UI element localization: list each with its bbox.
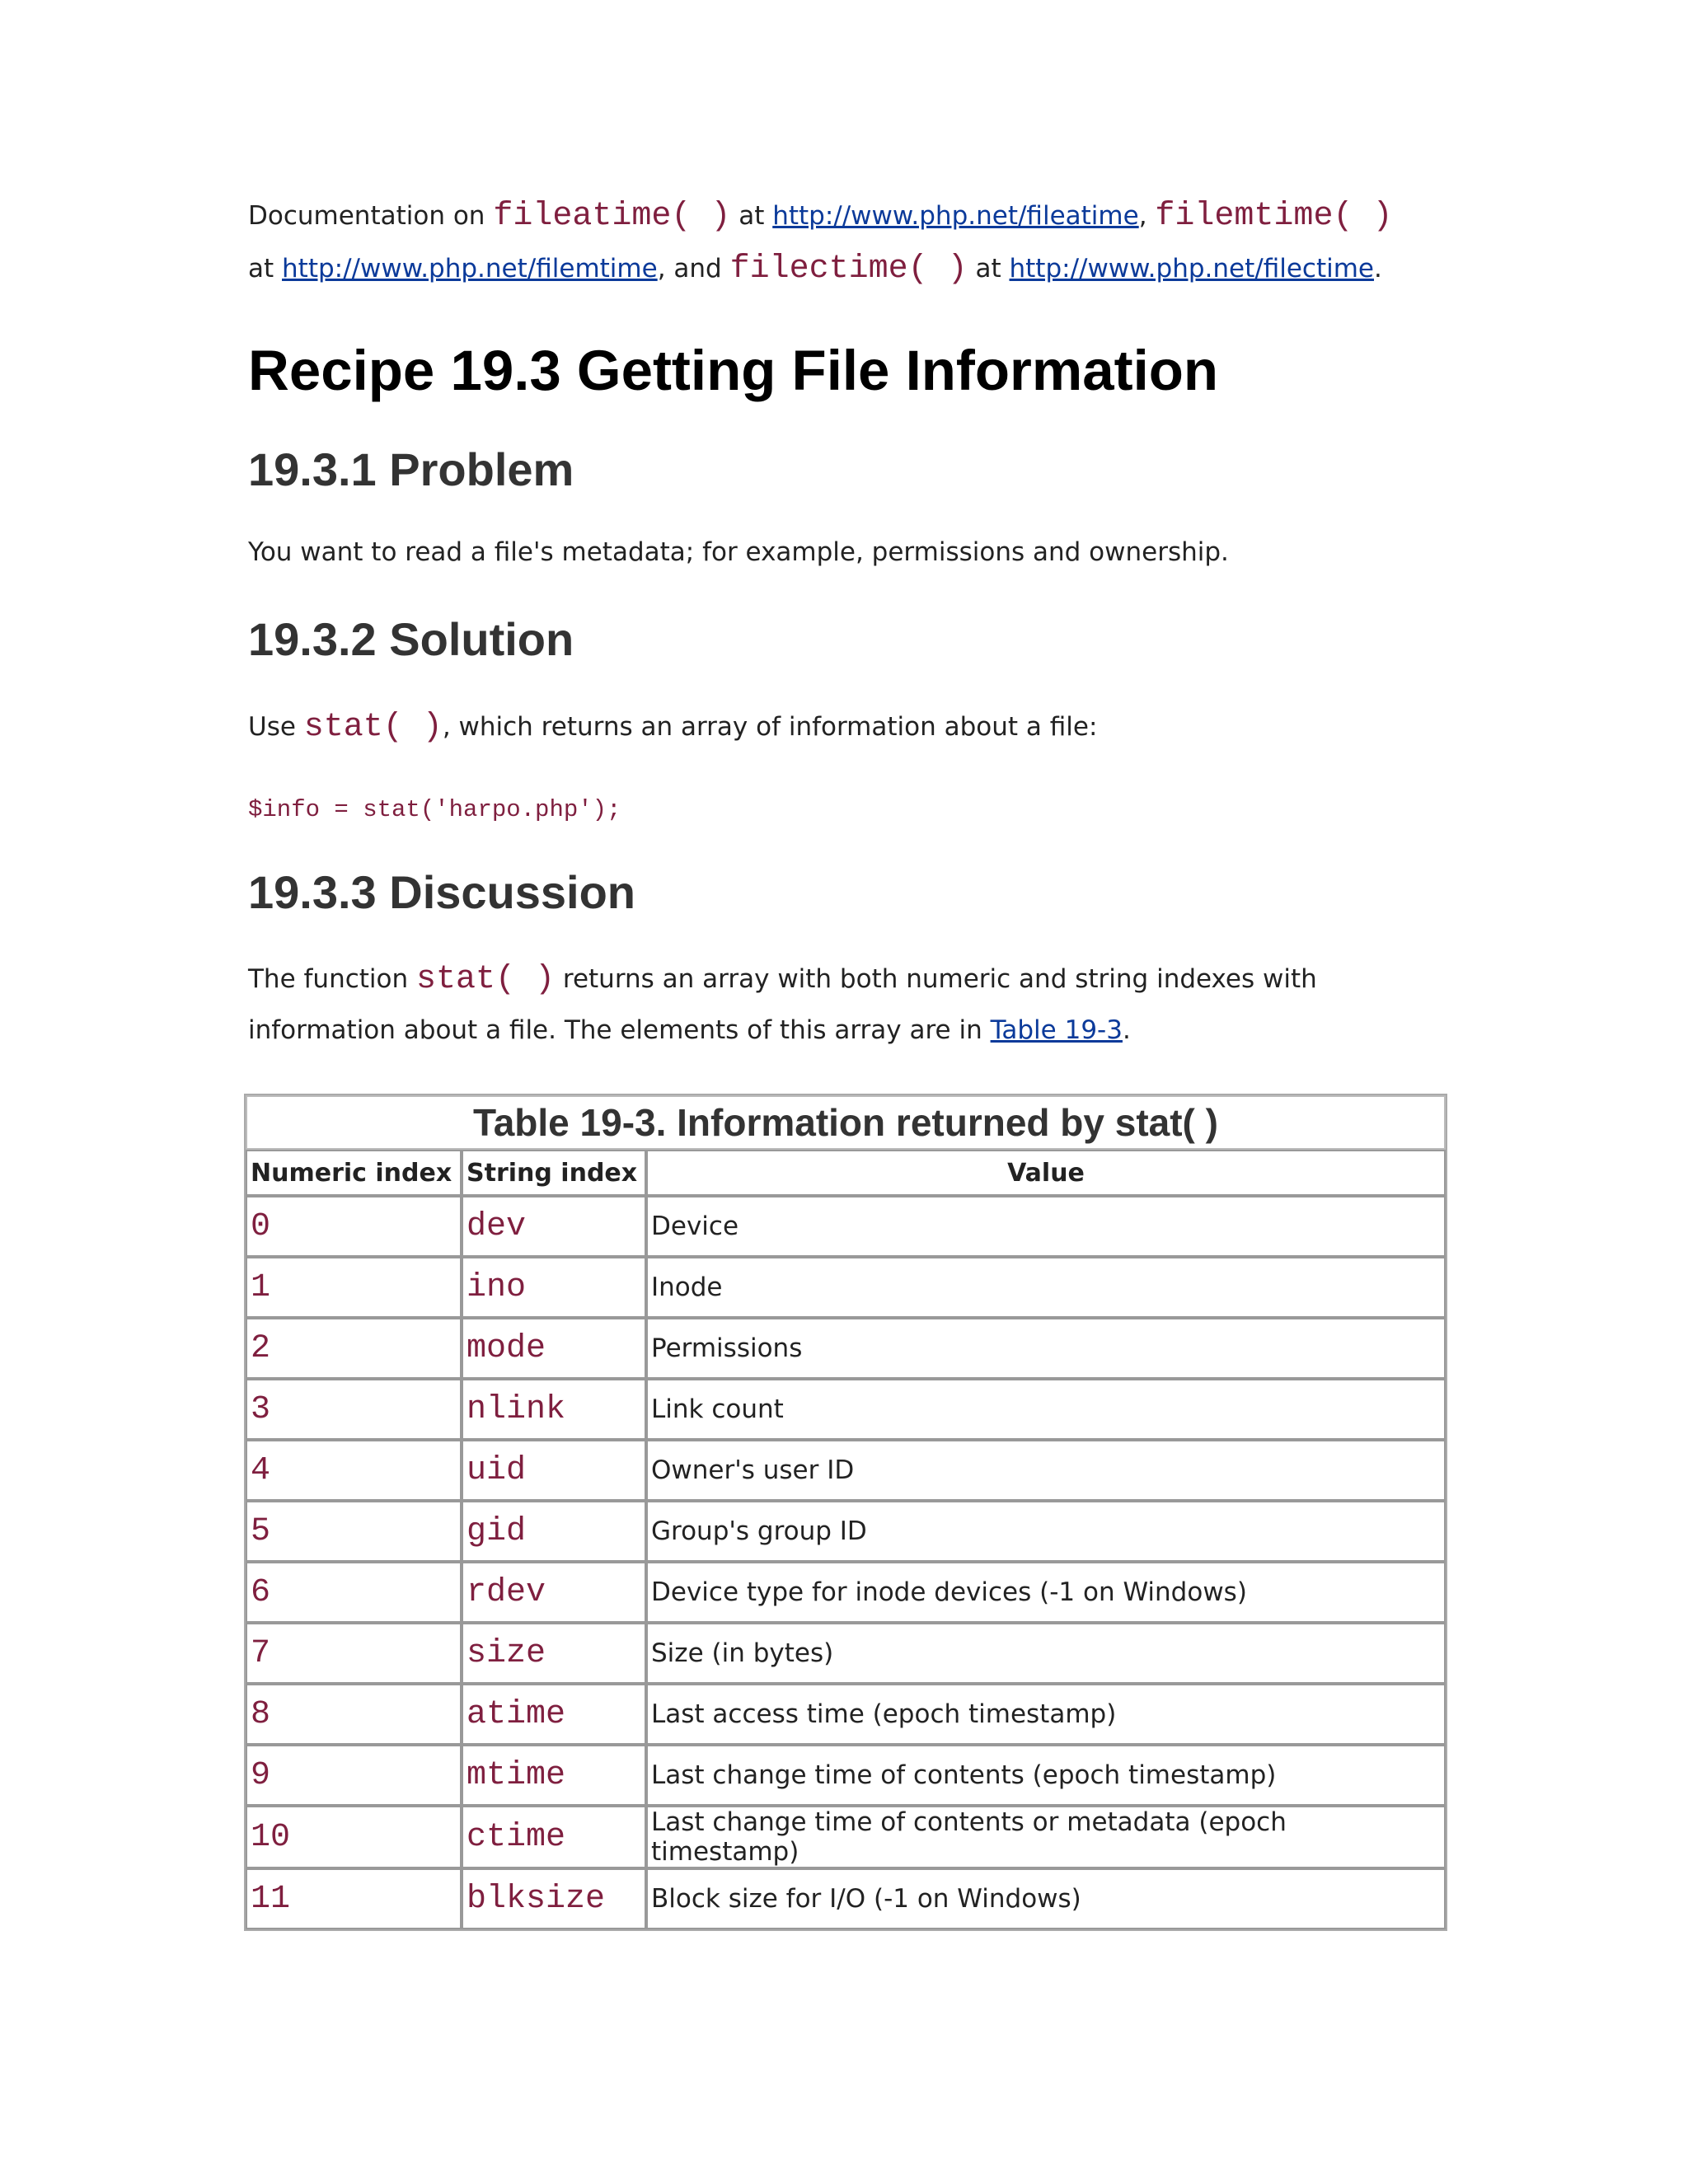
link-filemtime[interactable]: http://www.php.net/filemtime (282, 254, 658, 284)
header-numeric-index: Numeric index (246, 1150, 462, 1196)
discussion-text-1 (248, 963, 1317, 996)
cell-string-index: nlink (462, 1379, 646, 1440)
code-filectime: filectime( ) (729, 251, 968, 288)
cell-string-index: size (462, 1623, 646, 1684)
table-row (246, 1562, 1446, 1623)
cell-string-index: blksize (462, 1868, 646, 1929)
cell-value: Permissions (646, 1318, 1446, 1379)
cell-value: Inode (646, 1257, 1446, 1318)
table-row (246, 1868, 1446, 1929)
text: returns an array with both numeric and string indexes with (555, 964, 1317, 994)
cell-value: Group's group ID (646, 1501, 1446, 1562)
text: , and (657, 254, 730, 284)
table-row (246, 1196, 1446, 1257)
text: , (1138, 201, 1156, 231)
text: at (730, 201, 773, 231)
solution-heading: 19.3.2 Solution (248, 613, 574, 665)
table-row (246, 1745, 1446, 1806)
cell-string-index: mtime (462, 1745, 646, 1806)
link-fileatime[interactable]: http://www.php.net/fileatime (772, 201, 1139, 231)
cell-string-index: uid (462, 1440, 646, 1501)
text: The function (248, 964, 416, 994)
table-row (246, 1318, 1446, 1379)
intro-line-1 (248, 199, 1392, 233)
cell-value: Last change time of contents (epoch timestamp) (646, 1745, 1446, 1806)
text: Documentation on (248, 201, 494, 231)
code-filemtime: filemtime( ) (1155, 198, 1393, 235)
stat-table (244, 1094, 1447, 1931)
cell-value: Device type for inode devices (-1 on Windows) (646, 1562, 1446, 1623)
link-table-19-3[interactable]: Table 19-3 (990, 1015, 1123, 1045)
text: , which returns an array of information about a file: (442, 712, 1098, 742)
problem-text: You want to read a file's metadata; for example, permissions and ownership. (248, 537, 1229, 567)
cell-string-index: gid (462, 1501, 646, 1562)
table-row (246, 1257, 1446, 1318)
discussion-text-2 (248, 1014, 1131, 1047)
table-row (246, 1501, 1446, 1562)
table-row (246, 1623, 1446, 1684)
cell-string-index: mode (462, 1318, 646, 1379)
cell-numeric-index: 4 (246, 1440, 462, 1501)
text: information about a file. The elements of this array are in (248, 1015, 991, 1045)
header-string-index: String index (462, 1150, 646, 1196)
cell-value: Last change time of contents or metadata (epoch timestamp) (646, 1806, 1446, 1868)
cell-value: Block size for I/O (-1 on Windows) (646, 1868, 1446, 1929)
cell-numeric-index: 8 (246, 1684, 462, 1745)
table-row (246, 1379, 1446, 1440)
cell-numeric-index: 1 (246, 1257, 462, 1318)
code-stat: stat( ) (416, 961, 556, 998)
problem-heading: 19.3.1 Problem (248, 443, 574, 495)
cell-string-index: ino (462, 1257, 646, 1318)
cell-string-index: dev (462, 1196, 646, 1257)
discussion-heading: 19.3.3 Discussion (248, 866, 636, 918)
cell-numeric-index: 3 (246, 1379, 462, 1440)
text: at (967, 254, 1010, 284)
text: . (1374, 254, 1382, 284)
table-row (246, 1684, 1446, 1745)
cell-value: Link count (646, 1379, 1446, 1440)
header-value: Value (646, 1150, 1446, 1196)
cell-value: Owner's user ID (646, 1440, 1446, 1501)
cell-numeric-index: 5 (246, 1501, 462, 1562)
cell-value: Device (646, 1196, 1446, 1257)
cell-numeric-index: 11 (246, 1868, 462, 1929)
text: Use (248, 712, 304, 742)
code-fileatime: fileatime( ) (493, 198, 731, 235)
cell-numeric-index: 6 (246, 1562, 462, 1623)
text: at (248, 254, 283, 284)
page-title: Recipe 19.3 Getting File Information (248, 339, 1219, 402)
cell-numeric-index: 0 (246, 1196, 462, 1257)
intro-line-2 (248, 252, 1382, 286)
cell-numeric-index: 2 (246, 1318, 462, 1379)
cell-numeric-index: 9 (246, 1745, 462, 1806)
cell-string-index: ctime (462, 1806, 646, 1868)
cell-value: Last access time (epoch timestamp) (646, 1684, 1446, 1745)
cell-numeric-index: 10 (246, 1806, 462, 1868)
table-caption: Table 19-3. Information returned by stat( ) (246, 1095, 1446, 1150)
table-row (246, 1806, 1446, 1868)
code-stat: stat( ) (303, 709, 443, 746)
cell-numeric-index: 7 (246, 1623, 462, 1684)
text: . (1122, 1015, 1131, 1045)
table-row (246, 1440, 1446, 1501)
cell-string-index: atime (462, 1684, 646, 1745)
solution-text (248, 710, 1097, 744)
code-block: $info = stat('harpo.php'); (248, 796, 621, 823)
cell-string-index: rdev (462, 1562, 646, 1623)
cell-value: Size (in bytes) (646, 1623, 1446, 1684)
link-filectime[interactable]: http://www.php.net/filectime (1009, 254, 1374, 284)
